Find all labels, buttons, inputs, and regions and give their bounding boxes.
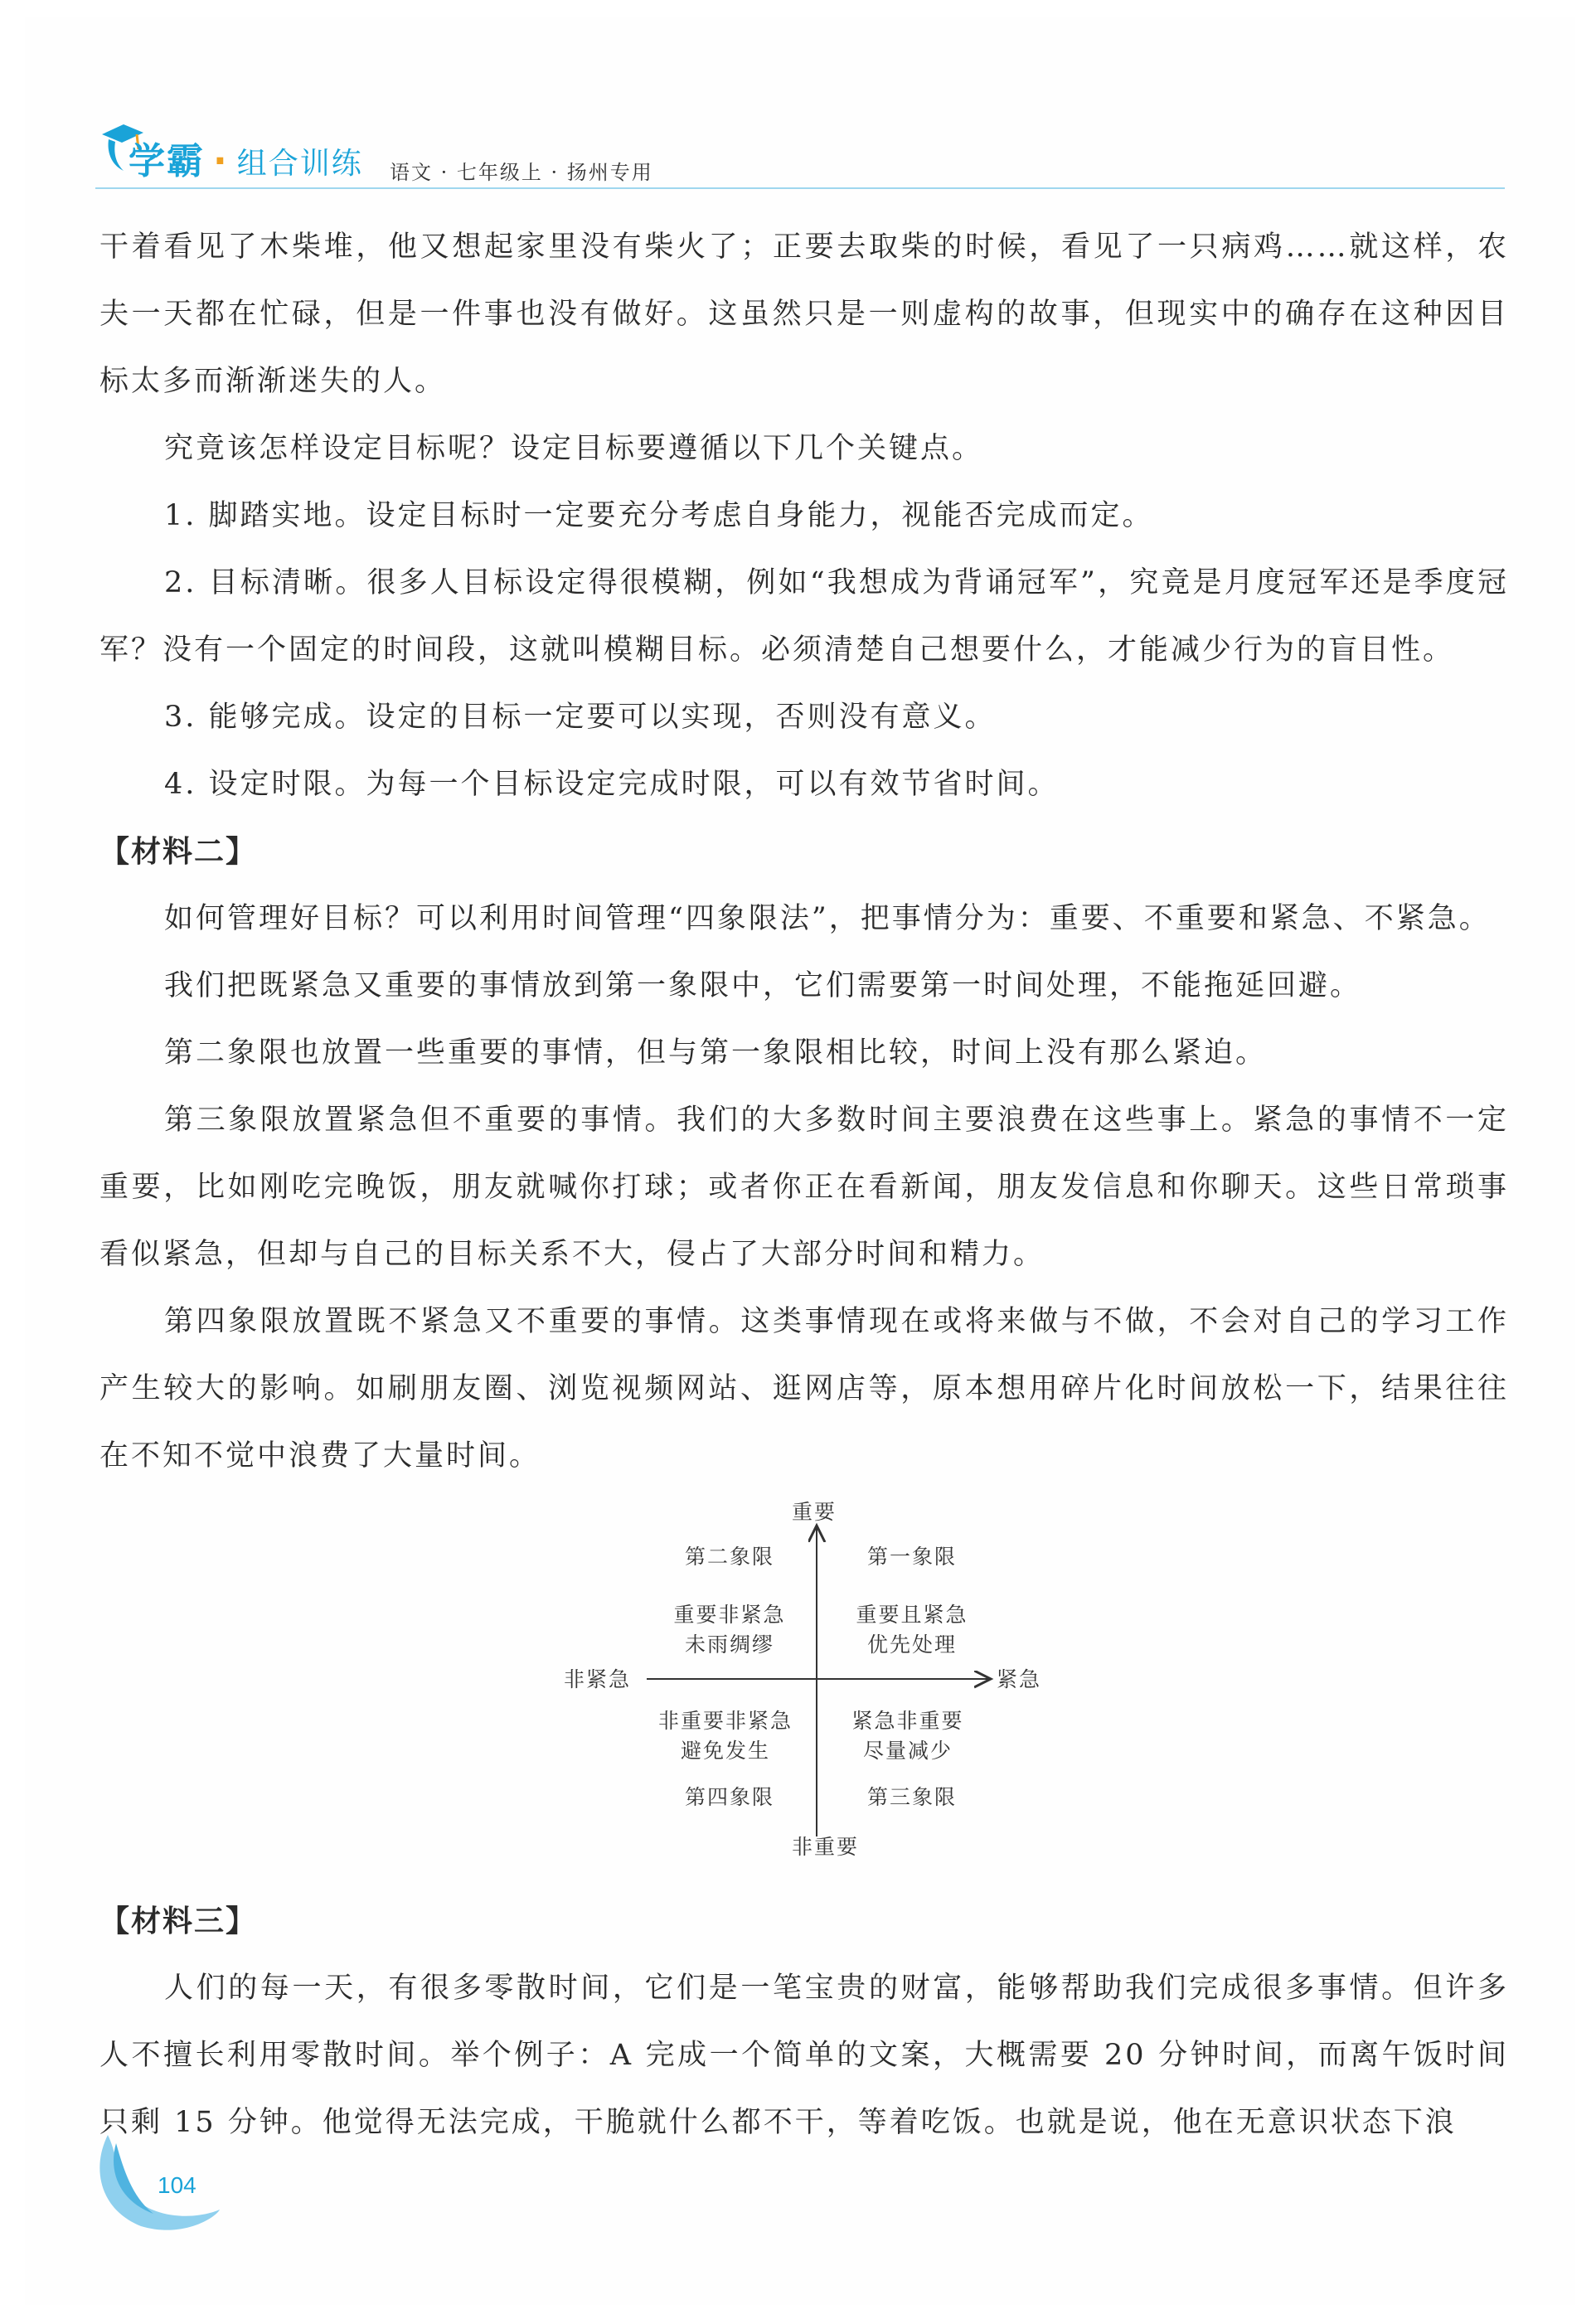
brand-name: 学霸 <box>129 140 205 182</box>
quadrant-1-line2: 优先处理 <box>866 1633 957 1657</box>
quadrant-2-title: 第二象限 <box>684 1545 774 1569</box>
series-name: 组合训练 <box>236 147 363 181</box>
section-heading-material-3: 【材料三】 <box>99 1904 258 1938</box>
paragraph: 干着看见了木柴堆，他又想起家里没有柴火了；正要去取柴的时候，看见了一只病鸡……就这样，农夫一天都在忙碌，但是一件事也没有做好。这虽然只是一则虚构的故事，但现实中的确存在这种因目标太多而渐渐迷失的人。 <box>99 230 1509 398</box>
four-quadrant-diagram <box>539 1501 1070 1857</box>
brand-title <box>129 131 363 184</box>
axis-label-top: 重要 <box>792 1500 837 1524</box>
page-content <box>99 214 1509 2157</box>
quadrant-2-line1: 重要非紧急 <box>673 1603 786 1627</box>
page-number: 104 <box>158 2172 196 2198</box>
paragraph: 第二象限也放置一些重要的事情，但与第一象限相比较，时间上没有那么紧迫。 <box>164 1036 1268 1070</box>
quadrant-3-title: 第三象限 <box>866 1785 957 1809</box>
quadrant-4-title: 第四象限 <box>684 1785 774 1809</box>
paragraph: 人们的每一天，有很多零散时间，它们是一笔宝贵的财富，能够帮助我们完成很多事情。但许多人不擅长利用零散时间。举个例子：A 完成一个简单的文案，大概需要 20 分钟时间，而离午饭时间只剩 15 分钟。他觉得无法完成，干脆就什么都不干，等着吃饭。也就是说，他在无意识状态下浪 <box>99 1972 1509 2139</box>
paragraph: 如何管理好目标？可以利用时间管理“四象限法”，把事情分为：重要、不重要和紧急、不紧急。 <box>164 902 1491 935</box>
list-item: 3. 能够完成。设定的目标一定要可以实现，否则没有意义。 <box>164 701 997 734</box>
axis-label-bottom: 非重要 <box>792 1835 860 1859</box>
quadrant-3-line1: 紧急非重要 <box>851 1709 964 1733</box>
list-item: 2. 目标清晰。很多人目标设定得很模糊，例如“我想成为背诵冠军”，究竟是月度冠军还是季度冠军？没有一个固定的时间段，这就叫模糊目标。必须清楚自己想要什么，才能减少行为的盲目性。 <box>99 566 1509 667</box>
quadrant-4-line1: 非重要非紧急 <box>657 1709 793 1733</box>
book-info: 语文 · 七年级上 · 扬州专用 <box>390 161 653 184</box>
paragraph: 第四象限放置既不紧急又不重要的事情。这类事情现在或将来做与不做，不会对自己的学习工作产生较大的影响。如刷朋友圈、浏览视频网站、逛网店等，原本想用碎片化时间放松一下，结果往往在不知不觉中浪费了大量时间。 <box>99 1305 1509 1473</box>
quadrant-2-line2: 未雨绸缪 <box>684 1633 774 1657</box>
brand-separator: · <box>213 140 229 182</box>
section-heading-material-2: 【材料二】 <box>99 835 258 869</box>
header-divider <box>95 187 1505 189</box>
paragraph: 第三象限放置紧急但不重要的事情。我们的大多数时间主要浪费在这些事上。紧急的事情不一定重要，比如刚吃完晚饭，朋友就喊你打球；或者你正在看新闻，朋友发信息和你聊天。这些日常琐事看似紧急，但却与自己的目标关系不大，侵占了大部分时间和精力。 <box>99 1104 1509 1271</box>
quadrant-3-line2: 尽量减少 <box>862 1739 953 1763</box>
axis-label-right: 紧急 <box>997 1667 1042 1691</box>
quadrant-4-line2: 避免发生 <box>680 1739 770 1763</box>
list-item: 4. 设定时限。为每一个目标设定完成时限，可以有效节省时间。 <box>164 768 1060 801</box>
paragraph: 我们把既紧急又重要的事情放到第一象限中，它们需要第一时间处理，不能拖延回避。 <box>164 969 1362 1002</box>
axis-label-left: 非紧急 <box>564 1667 632 1691</box>
quadrant-1-line1: 重要且紧急 <box>856 1603 968 1627</box>
quadrant-1-title: 第一象限 <box>866 1545 957 1569</box>
page-header <box>95 108 1505 191</box>
list-item: 1. 脚踏实地。设定目标时一定要充分考虑自身能力，视能否完成而定。 <box>164 499 1154 532</box>
paragraph: 究竟该怎样设定目标呢？设定目标要遵循以下几个关键点。 <box>164 432 984 465</box>
